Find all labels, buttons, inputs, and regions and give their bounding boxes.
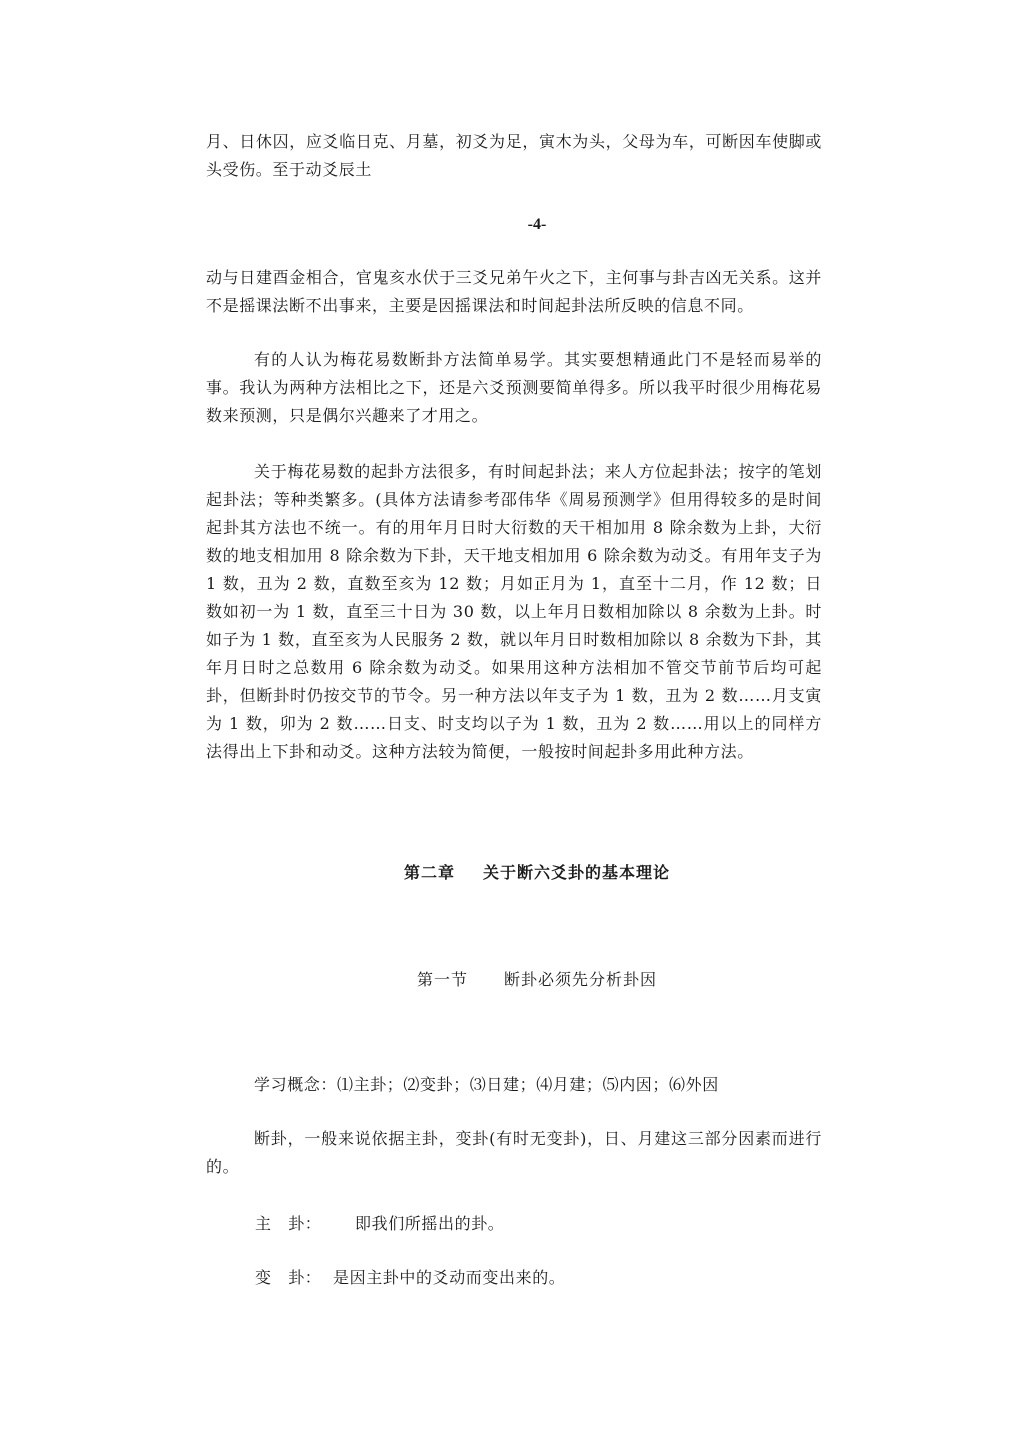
paragraph-continued [206,264,822,320]
paragraph-text: 有的人认为梅花易数断卦方法简单易学。其实要想精通此门不是轻而易举的事。我认为两种方法相比之下，还是六爻预测要简单得多。所以我平时很少用梅花易数来预测，只是偶尔兴趣来了才用之。 [206,350,822,425]
chapter-number: 第二章 [403,863,455,882]
paragraph-meihua [206,346,822,430]
concepts-text: 学习概念：⑴主卦；⑵变卦；⑶日建；⑷月建；⑸内因；⑹外因 [254,1075,719,1094]
paragraph-text: 断卦，一般来说依据主卦，变卦(有时无变卦)，日、月建这三部分因素而进行的。 [206,1129,822,1176]
section-title: 断卦必须先分析卦因 [504,970,658,989]
paragraph-continued-top [206,128,822,184]
term-zhugua [255,1211,504,1234]
term-name: 主 卦： [255,1214,322,1233]
section-number: 第一节 [416,970,468,989]
term-definition: 即我们所摇出的卦。 [355,1214,505,1233]
chapter-title: 关于断六爻卦的基本理论 [483,863,671,882]
term-biangua [255,1265,565,1288]
term-definition: 是因主卦中的爻动而变出来的。 [333,1268,566,1287]
paragraph-methods [206,458,822,766]
paragraph-text: 月、日休囚，应爻临日克、月墓，初爻为足，寅木为头，父母为车，可断因车使脚或头受伤。至于动爻辰土 [206,132,822,179]
paragraph-text: 关于梅花易数的起卦方法很多，有时间起卦法；来人方位起卦法；按字的笔划起卦法；等种类繁多。(具体方法请参考邵伟华《周易预测学》但用得较多的是时间起卦其方法也不统一。有的用年月日时大衍数的天干相加用 8 除余数为上卦，大衍数的地支相加用 8 除余数为下卦，天干地支相加用 6 除余数为动爻。有用年支子为 1 数，丑为 2 数，直数至亥为 12 数；月如正月为 1，直至十二月，作 12 数；日数如初一为 1 数，直至三十日为 30 数，以上年月日数相加除以 8 余数为上卦。时如子为 1 数，直至亥为人民服务 2 数，就以年月日时数相加除以 8 余数为下卦，其年月日时之总数用 6 除余数为动爻。如果用这种方法相加不管交节前节后均可起卦，但断卦时仍按交节的节令。另一种方法以年支子为 1 数，丑为 2 数……月支寅为 1 数，卯为 2 数……日支、时支均以子为 1 数，丑为 2 数……用以上的同样方法得出上下卦和动爻。这种方法较为简便，一般按时间起卦多用此种方法。 [206,462,822,761]
term-name: 变 卦： [255,1268,322,1287]
paragraph-text: 动与日建酉金相合，官鬼亥水伏于三爻兄弟午火之下，主何事与卦吉凶无关系。这并不是摇课法断不出事来，主要是因摇课法和时间起卦法所反映的信息不同。 [206,268,822,315]
chapter-heading [0,860,1024,883]
concepts-line [206,1071,822,1099]
section-heading [0,967,1024,990]
page-number: -4- [527,216,547,233]
paragraph-duangua [206,1125,822,1181]
